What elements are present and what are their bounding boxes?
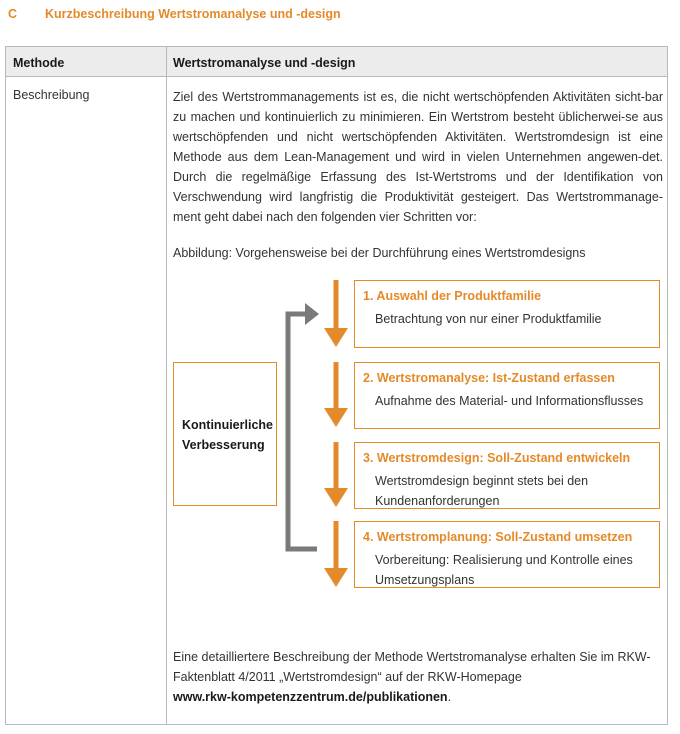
down-arrow-1-head <box>324 328 348 347</box>
step-text: Wertstromdesign beginnt stets bei den Kundenanforderungen <box>375 474 589 508</box>
continuous-improvement-label: Kontinuierliche Verbesserung <box>182 418 273 452</box>
step-title: 1. Auswahl der Produktfamilie <box>363 289 542 303</box>
figure-caption: Abbildung: Vorgehensweise bei der Durchführung eines Wertstromdesigns <box>173 246 586 260</box>
loop-arrow-line <box>288 314 317 549</box>
step-title: 2. Wertstromanalyse: Ist-Zustand erfassen <box>363 371 615 385</box>
down-arrow-3-head <box>324 488 348 507</box>
step-text: Aufnahme des Material- und Informationsflusses <box>375 394 644 408</box>
step-title: 4. Wertstromplanung: Soll-Zustand umsetzen <box>363 530 633 544</box>
loop-arrow-head <box>305 303 319 325</box>
section-title: Kurzbeschreibung Wertstromanalyse und -design <box>45 7 341 21</box>
continuous-improvement-box <box>173 362 277 506</box>
step-text: Vorbereitung: Realisierung und Kontrolle eines Umsetzungsplans <box>375 553 633 587</box>
down-arrow-2-head <box>324 408 348 427</box>
footer-period: . <box>447 690 452 704</box>
step-box-2 <box>354 362 660 429</box>
step-text: Betrachtung von nur einer Produktfamilie <box>375 312 602 326</box>
description-paragraph: Ziel des Wertstrommanagements ist es, die nicht wertschöpfenden Aktivitäten sicht-bar zu machen und kontinuierlich zu minimieren. Ein Wertstrom besteht üblicherwei-se aus wertschöpfenden und nicht wertschöpfenden Aktivitäten. Wertstromdesign ist eine Methode aus dem Lean-Management und wird in vielen Unternehmen angewen-det. Durch die regelmäßige Erfassung des Ist-Wertstroms und der Identifikation von Verschwendung wird langfristig die Produktivität gesteigert. Das Wertstrommanage-ment geht dabei nach den folgenden vier Schritten vor: <box>173 90 663 224</box>
step-box-3 <box>354 442 660 509</box>
column-header-methode: Methode <box>13 56 65 70</box>
section-letter: C <box>8 7 18 21</box>
step-title: 3. Wertstromdesign: Soll-Zustand entwickeln <box>363 451 631 465</box>
step-box-1 <box>354 280 660 348</box>
footer-sentence: Eine detailliertere Beschreibung der Methode Wertstromanalyse erhalten Sie im RKW-Faktenblatt 4/2011 „Wertstromdesign“ auf der RKW-Homepage <box>173 650 651 684</box>
footer-link[interactable]: www.rkw-kompetenzzentrum.de/publikationen <box>173 690 448 704</box>
down-arrow-4-head <box>324 568 348 587</box>
row-label-beschreibung: Beschreibung <box>13 88 90 102</box>
column-header-wertstrom: Wertstromanalyse und -design <box>173 56 356 70</box>
step-box-4 <box>354 521 660 588</box>
